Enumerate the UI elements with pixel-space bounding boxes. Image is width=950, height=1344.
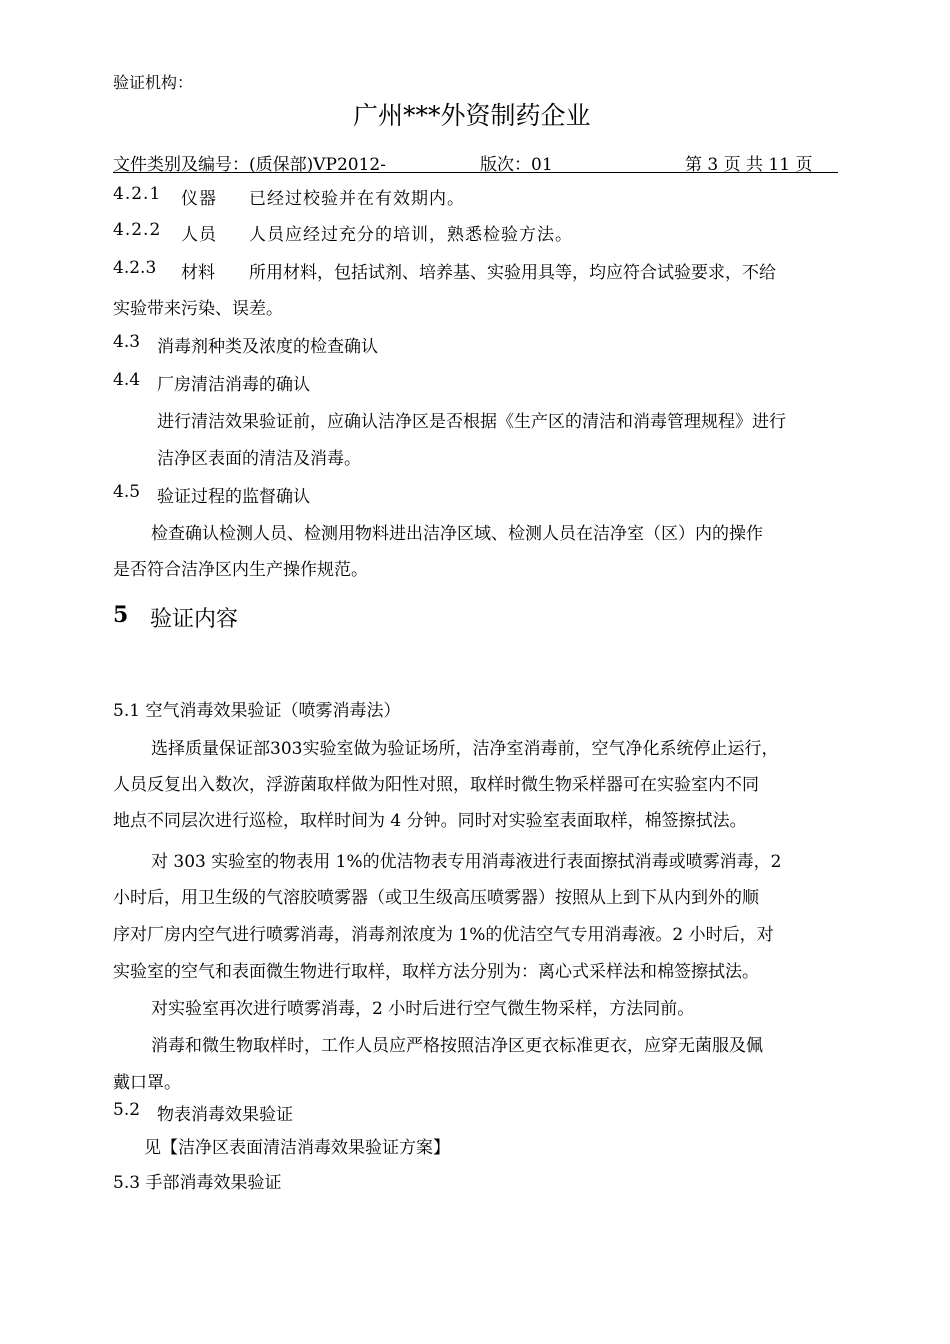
- section-4-5-line1: 检查确认检测人员、检测用物料进出洁净区域、检测人员在洁净室（区）内的操作: [151, 524, 763, 544]
- company-title: 广州***外资制药企业: [353, 101, 591, 130]
- section-4-4-line2: 洁净区表面的清洁及消毒。: [157, 449, 361, 469]
- doc-type: 文件类别及编号：(质保部)VP2012-: [113, 155, 386, 175]
- section-5-2-num: 5.2: [113, 1100, 141, 1120]
- page-indicator: 第 3 页 共 11 页: [685, 155, 813, 175]
- section-5-2-title: 物表消毒效果验证: [157, 1105, 293, 1125]
- section-5-1-p1-line1: 选择质量保证部303实验室做为验证场所，洁净室消毒前，空气净化系统停止运行，: [151, 739, 779, 759]
- section-4-4-line1: 进行清洁效果验证前，应确认洁净区是否根据《生产区的清洁和消毒管理规程》进行: [157, 412, 786, 432]
- item-4-2-3-num: 4.2.3: [113, 258, 157, 278]
- section-4-4-num: 4.4: [113, 370, 141, 390]
- item-4-2-3-label: 材料: [181, 263, 215, 283]
- item-4-2-2-num: 4.2.2: [113, 220, 162, 240]
- section-5-3-title: 5.3 手部消毒效果验证: [113, 1173, 282, 1193]
- org-label: 验证机构：: [113, 73, 194, 92]
- item-4-2-3-text-line2: 实验带来污染、误差。: [113, 299, 283, 319]
- item-4-2-3-text-line1: 所用材料，包括试剂、培养基、实验用具等，均应符合试验要求，不给: [249, 263, 776, 283]
- section-5-1-p4-line1: 消毒和微生物取样时，工作人员应严格按照洁净区更衣标准更衣，应穿无菌服及佩: [151, 1036, 763, 1056]
- item-4-2-1-num: 4.2.1: [113, 184, 162, 204]
- item-4-2-2-label: 人员: [181, 225, 217, 245]
- section-5-1-p2-line1: 对 303 实验室的物表用 1%的优洁物表专用消毒液进行表面擦拭消毒或喷雾消毒，2: [151, 852, 782, 872]
- section-5-1-p1-line3: 地点不同层次进行巡检，取样时间为 4 分钟。同时对实验室表面取样，棉签擦拭法。: [113, 811, 747, 831]
- section-4-4-title: 厂房清洁消毒的确认: [157, 375, 310, 395]
- section-4-3-title: 消毒剂种类及浓度的检查确认: [157, 337, 378, 357]
- section-5-1-p3: 对实验室再次进行喷雾消毒，2 小时后进行空气微生物采样，方法同前。: [151, 999, 695, 1019]
- header-rule: [113, 172, 838, 173]
- section-4-3-num: 4.3: [113, 332, 141, 352]
- section-5-1-p2-line2: 小时后，用卫生级的气溶胶喷雾器（或卫生级高压喷雾器）按照从上到下从内到外的顺: [113, 888, 759, 908]
- section-5-1-p2-line3: 序对厂房内空气进行喷雾消毒，消毒剂浓度为 1%的优洁空气专用消毒液。2 小时后，对: [113, 925, 774, 945]
- section-5-1-p1-line2: 人员反复出入数次，浮游菌取样做为阳性对照，取样时微生物采样器可在实验室内不同: [113, 775, 759, 795]
- section-5-title: 验证内容: [150, 607, 239, 632]
- section-4-5-num: 4.5: [113, 482, 141, 502]
- section-5-1-p4-line2: 戴口罩。: [113, 1073, 181, 1093]
- section-4-5-line2: 是否符合洁净区内生产操作规范。: [113, 560, 368, 580]
- item-4-2-2-text: 人员应经过充分的培训，熟悉检验方法。: [249, 225, 573, 245]
- section-5-1-p2-line4: 实验室的空气和表面微生物进行取样，取样方法分别为：离心式采样法和棉签擦拭法。: [113, 962, 759, 982]
- section-5-num: 5: [113, 602, 129, 628]
- section-5-2-reference: 见【洁净区表面清洁消毒效果验证方案】: [144, 1138, 450, 1158]
- section-4-5-title: 验证过程的监督确认: [157, 487, 310, 507]
- item-4-2-1-text: 已经过校验并在有效期内。: [249, 189, 465, 209]
- section-5-1-title: 5.1 空气消毒效果验证（喷雾消毒法）: [113, 701, 401, 721]
- doc-version: 版次：01: [480, 155, 553, 175]
- item-4-2-1-label: 仪器: [181, 189, 217, 209]
